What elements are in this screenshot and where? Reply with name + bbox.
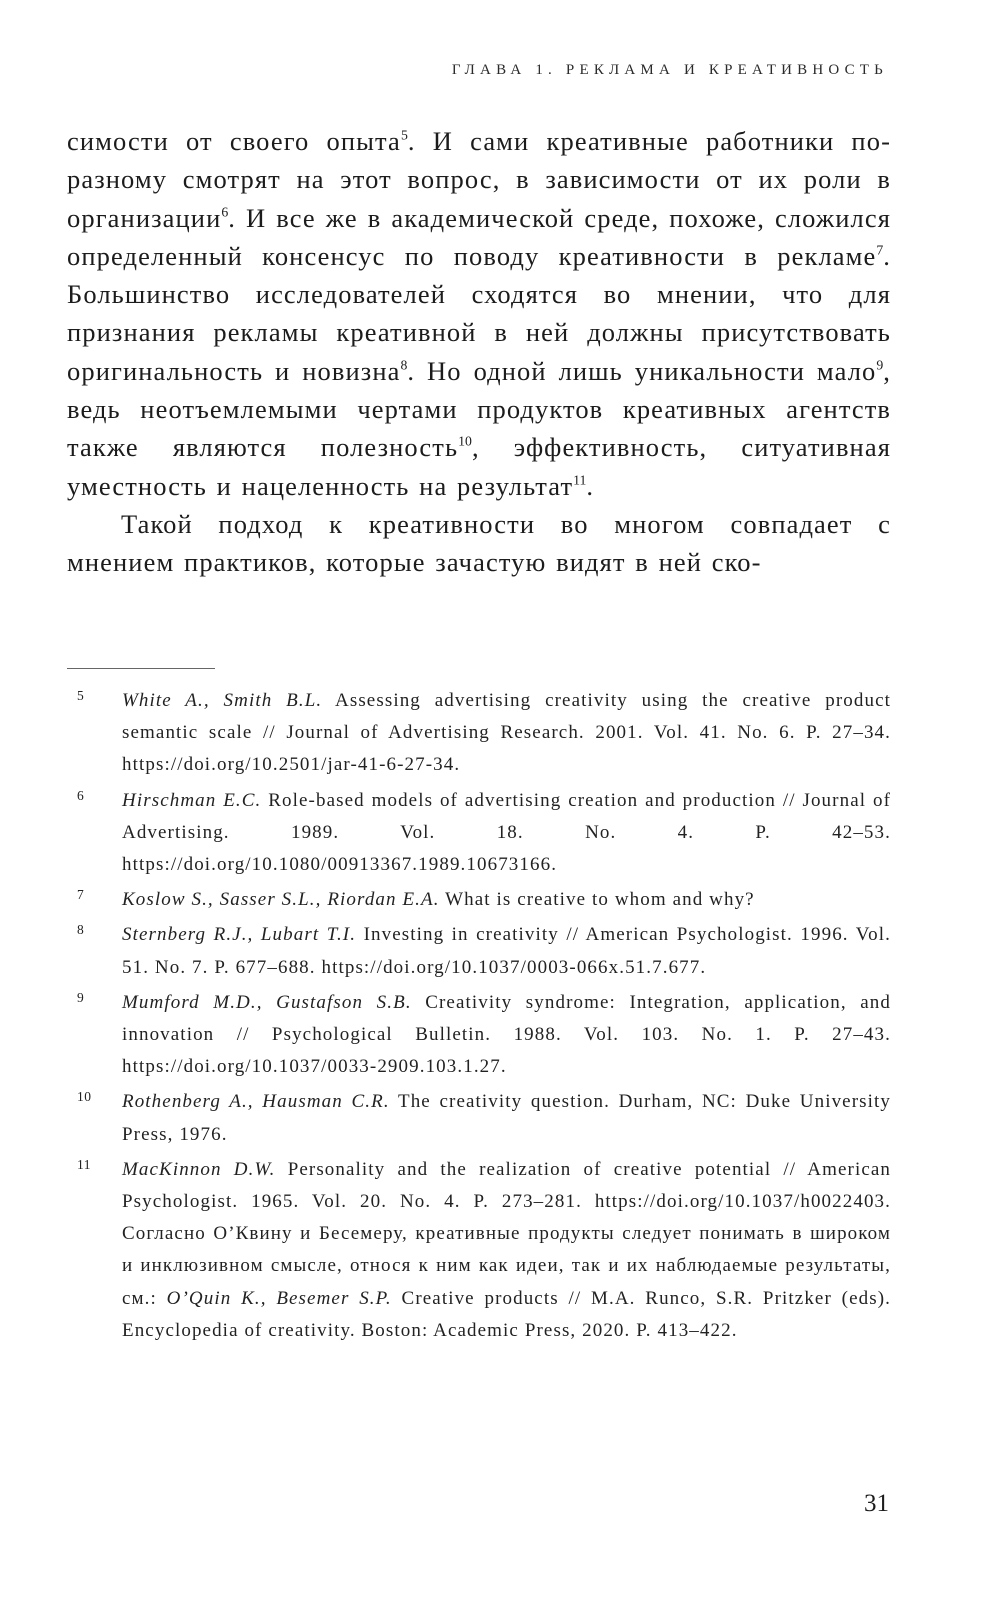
paragraph-1-segment: , эффективность, ситуативная уместность и нацеленность на результат [67,432,891,501]
footnote-number: 10 [77,1089,92,1105]
footnote-authors: Hirschman E.C. [122,789,262,811]
footnote-9 [67,987,891,1084]
body-text [67,122,891,582]
footnote-text: Investing in creativity // American Psychologist. 1996. Vol. 51. No. 7. P. 677–688. https://doi.org/10.1037/0003-066x.51.7.677. [122,924,891,978]
footnote-number: 7 [77,887,85,903]
paragraph-1-segment: . И сами креативные работники по-разному смотрят на этот вопрос, в зависимости от их роли в организации [67,126,891,233]
page-number: 31 [864,1490,889,1517]
paragraph-1-segment: . [586,470,595,501]
paragraph-2: Такой подход к креативности во многом совпадает с мнением практиков, которые зачастую видят в ней ско- [67,508,891,578]
footnote-text: Creative products // M.A. Runco, S.R. Pritzker (eds). Encyclopedia of creativity. Boston: Academic Press, 2020. P. 413–422. [122,1287,891,1341]
footnote-number: 6 [77,787,85,803]
footnote-ref-7[interactable]: 7 [876,242,884,258]
footnote-text: Role-based models of advertising creation and production // Journal of Advertising. 1989. Vol. 18. No. 4. P. 42–53. https://doi.org/10.1080/00913367.1989.10673166. [122,789,891,876]
paragraph-1-segment: симости от своего опыта [67,126,401,156]
footnote-separator [67,668,215,669]
footnote-ref-11[interactable]: 11 [573,472,587,488]
footnote-ref-6[interactable]: 6 [221,204,229,220]
footnote-10 [67,1086,891,1150]
paragraph-1 [67,122,891,505]
footnotes [67,685,891,1350]
footnote-7 [67,884,891,916]
footnote-authors: MacKinnon D.W. [122,1158,276,1180]
footnote-authors: Mumford M.D., Gustafson S.B. [122,991,412,1013]
footnote-8 [67,919,891,983]
footnote-authors: White A., Smith B.L. [122,690,323,711]
footnote-5 [67,685,891,782]
footnote-ref-10[interactable]: 10 [458,434,472,450]
footnote-authors: Rothenberg A., Hausman C.R. [122,1091,390,1113]
footnote-text: The creativity question. Durham, NC: Duke University Press, 1976. [122,1091,891,1145]
footnote-ref-5[interactable]: 5 [400,127,408,143]
footnote-text: What is creative to whom and why? [445,889,755,911]
paragraph-1-segment: . Но одной лишь уникальности мало [407,355,877,386]
footnote-number: 11 [77,1156,91,1172]
paragraph-1-segment: . И все же в академической среде, похоже, сложился определенный консенсус по поводу креативности в рекламе [67,202,891,271]
footnote-number: 9 [77,989,85,1005]
footnote-text: Creativity syndrome: Integration, application, and innovation // Psychological Bulletin. 1988. Vol. 103. No. 1. P. 27–43. https://doi.org/10.1037/0033-2909.103.1.27. [122,991,891,1078]
footnote-6 [67,785,891,882]
footnote-number: 8 [77,922,85,938]
footnote-ref-8[interactable]: 8 [400,357,408,373]
running-head: ГЛАВА 1. РЕКЛАМА И КРЕАТИВНОСТЬ [451,62,888,78]
footnote-number: 5 [77,688,85,703]
footnote-text: Assessing advertising creativity using the creative product semantic scale // Journal of Advertising Research. 2001. Vol. 41. No. 6. P. 27–34. https://doi.org/10.2501/jar-41-6-27-34. [122,690,891,776]
footnote-authors: O’Quin K., Besemer S.P. [166,1287,392,1309]
footnote-authors: Sternberg R.J., Lubart T.I. [122,924,357,946]
footnote-text: Personality and the realization of creative potential // American Psychologist. 1965. Vol. 20. No. 4. P. 273–281. https://doi.org/10.1037/h0022403. Согласно О’Квину и Бесемеру, креативные продукты следует понимать в широком и инклюзивном смысле, относя к ним как идеи, так и их наблюдаемые результаты, см.: [122,1158,891,1309]
footnote-11 [67,1154,891,1347]
paragraph-1-segment: . Большинство исследователей сходятся во мнении, что для признания рекламы креативной в ней должны присутствовать оригинальность и новизна [67,240,891,386]
footnote-authors: Koslow S., Sasser S.L., Riordan E.A. [122,889,440,911]
footnote-ref-9[interactable]: 9 [876,357,884,373]
paragraph-1-segment: , ведь неотъемлемыми чертами продуктов креативных агентств также являются полезность [67,355,892,463]
